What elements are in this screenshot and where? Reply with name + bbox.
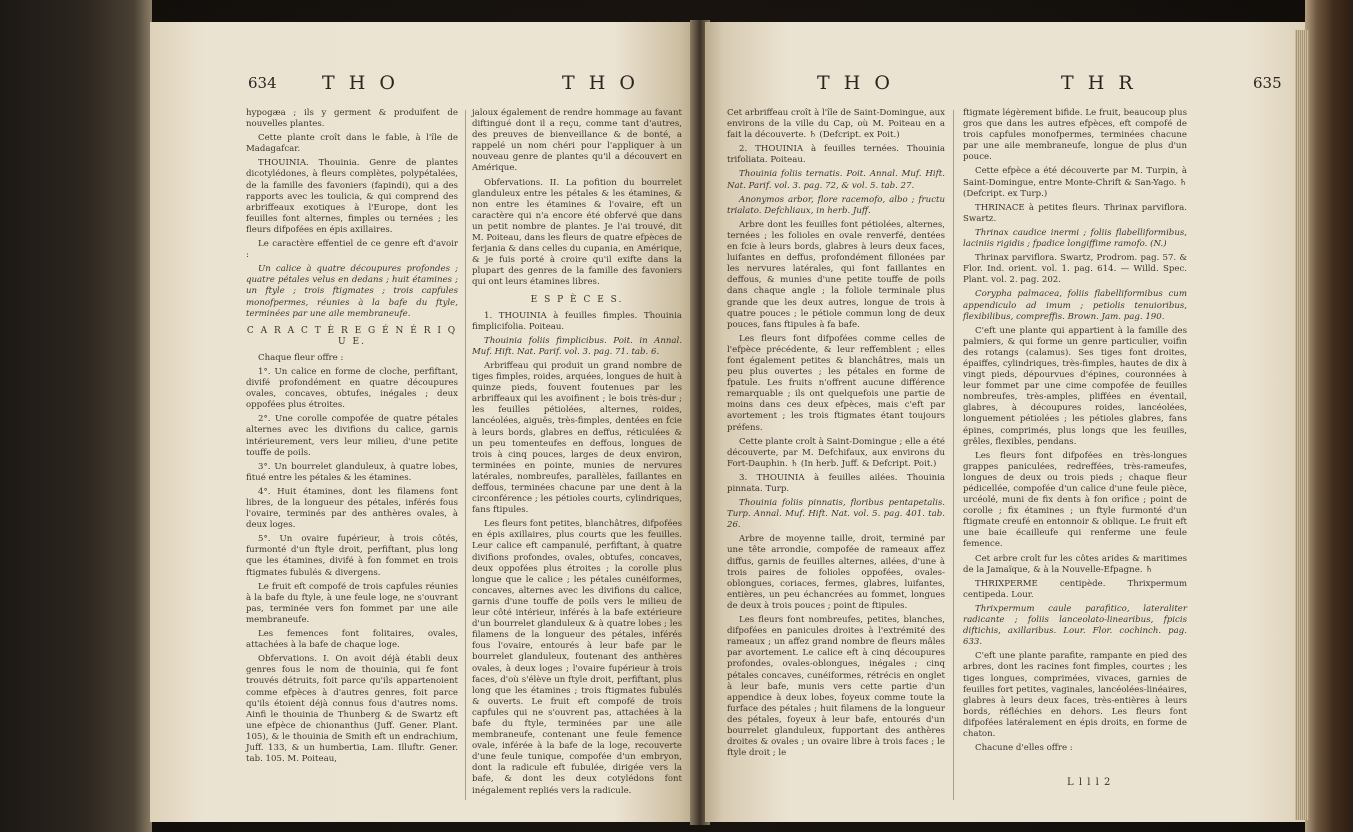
running-header-right-a: T H O <box>817 72 894 94</box>
paragraph: Les fleurs font difpofées en très-longues grappes paniculées, redreffées, très-rameufes, longues de deux ou trois pieds ; chaque fleur pédicellée, compofée d'un calice d'une feule pièce, urcéolé, muni de fix dents à fon orifice ; point de corolle ; fix étamines ; un ftyle furmonté d'un ftigmate creufé en entonnoir & oblique. Le fruit eft une baie écailleufe qui renferme une feule femence. <box>963 450 1187 550</box>
paragraph: C'eft une plante qui appartient à la famille des palmiers, & qui forme un genre particulier, voifin des rotangs (calamus). Ses tiges font droites, épaiffes, cylindriques, très-fimples, hautes de dix à vingt pieds, dépourvues d'épines, couronnées à leur fommet par une cime compofée de feuilles nombreufes, très-amples, pliffées en éventail, glabres, à découpures roides, lancéolées, longuement pétiolées ; les pétioles glabres, fans épines, comprimés, plus longs que les feuilles, grêles, flexibles, pendans. <box>963 325 1187 447</box>
paragraph: Cet arbriffeau croît à l'île de Saint-Domingue, aux environs de la ville du Cap, où M. Poiteau en a fait la découverte. ♄ (Defcript. ex Poit.) <box>727 108 945 141</box>
left-cover-edge <box>0 0 152 832</box>
left-page <box>150 22 695 822</box>
section-heading: C A R A C T È R E G É N É R I Q U E. <box>246 325 458 347</box>
paragraph: C'eft une plante parafite, rampante en pied des arbres, dont les racines font fimples, courtes ; les tiges longues, comprimées, vivaces, garnies de feuilles fort petites, vaginales, lancéolées-linéaires, glabres à leurs deux faces, très-entières à leurs bords, réfléchies en dehors. Les fleurs font difpofées latéralement en épis droits, en forme de chaton. <box>963 651 1187 739</box>
running-header-right-b: T H R <box>1061 72 1137 94</box>
running-header-left-b: T H O <box>562 72 639 94</box>
section-heading: E S P È C E S. <box>530 294 624 305</box>
paragraph: Les femences font folitaires, ovales, attachées à la bafe de chaque loge. <box>246 629 458 651</box>
paragraph: Chacune d'elles offre : <box>975 743 1073 754</box>
column-rule <box>465 110 466 800</box>
paragraph: Thrinax caudice inermi ; foliis flabelliformibus, laciniis rigidis ; fpadice longiffime ramofo. (N.) <box>963 227 1187 250</box>
right-page <box>705 22 1305 822</box>
signature-mark: L l l l 2 <box>1067 777 1112 788</box>
paragraph: Thrinax parviflora. Swartz, Prodrom. pag. 57. & Flor. Ind. orient. vol. 1. pag. 614. — Willd. Spec. Plant. vol. 2. pag. 202. <box>963 253 1187 286</box>
column-rule <box>953 110 954 800</box>
paragraph: Le fruit eft compofé de trois capfules réunies à la bafe du ftyle, à une feule loge, ne s'ouvrant pas, terminée vers fon fommet par une aile membraneufe. <box>246 581 458 625</box>
paragraph: Arbre dont les feuilles font pétiolées, alternes, ternées ; les folioles en ovale renverfé, dentées en fcie à leurs bords, glabres à leurs deux faces, luifantes en deffus, profondément fillonées par les nervures latérales, qui font faillantes en deffous, & munies d'une petite touffe de poils dans chaque angle ; la foliole terminale plus grande que les deux autres, longue de trois à quatre pouces ; le pétiole commun long de deux pouces, fans ftipules à fa bafe. <box>727 219 945 330</box>
right-page-column-1 <box>727 108 945 762</box>
paragraph: Obfervations. I. On avoit déjà établi deux genres fous le nom de thouinia, qui fe font trouvés détruits, foit parce qu'ils appartenoient comme efpèces à d'autres genres, foit parce qu'ils étoient déjà connus fous d'autres noms. Ainfi le thouinia de Thunberg & de Swartz eft une efpèce de chionanthus (Juff. Gener. Plant. 105), & le thouinia de Smith eft un endrachium, Juff. 133, & un humbertia, Lam. Illuftr. Gener. tab. 105. M. Poiteau, <box>246 654 458 765</box>
paragraph: hypogæa ; ils y germent & produifent de nouvelles plantes. <box>246 108 458 130</box>
paragraph: jaloux également de rendre hommage au favant diftingué dont il a reçu, comme tant d'autres, des preuves de bienveillance & de bonté, a rappelé un nom chéri pour l'appliquer à un nouveau genre de plantes qu'il a découvert en Amérique. <box>472 108 682 174</box>
paragraph: Thouinia foliis fimplicibus. Poit. in Annal. Muf. Hift. Nat. Parif. vol. 3. pag. 71. tab. 6. <box>472 335 682 357</box>
paragraph: THRIXPERME centipède. Thrixpermum centipeda. Lour. <box>963 578 1187 600</box>
paragraph: Les fleurs font petites, blanchâtres, difpofées en épis axillaires, plus courts que les feuilles. Leur calice eft campanulé, perfiftant, à quatre divifions profondes, ovales, obtufes, concaves, deux oppofées plus étroites ; la corolle plus longue que le calice ; les pétales cunéiformes, concaves, alternes avec les divifions du calice, garnis d'une touffe de poils vers le milieu de leur côté intérieur, inférés à la bafe extérieure d'un bourrelet glanduleux & à quatre lobes ; les filamens de la longueur des pétales, inférés fous l'ovaire, entourés à leur bafe par le bourrelet glanduleux, foutenant des anthères ovales, à deux loges ; l'ovaire fupérieur à trois faces, d'où s'élève un ftyle droit, perfiftant, plus long que les étamines ; trois ftigmates fubulés & ouverts. Le fruit eft compofé de trois capfules qui ne s'ouvrent pas, attachées à la bafe du ftyle, terminées par une aile membraneufe, contenant une feule femence ovale, inférée à la bafe de la loge, recouverte d'une feule tunique, compofée d'un embryon, dont la radicule eft fubulée, dirigée vers la bafe, & dont les deux cotylédons font inégalement repliés vers la radicule. <box>472 519 682 796</box>
page-number-left: 634 <box>248 74 277 92</box>
paragraph: 2. THOUINIA à feuilles ternées. Thouinia trifoliata. Poiteau. <box>727 144 945 166</box>
paragraph: Arbre de moyenne taille, droit, terminé par une tête arrondie, compofée de rameaux affez diffus, garnis de feuilles alternes, ailées, d'une à trois paires de folioles oppofées, ovales-oblongues, coriaces, fermes, glabres, luifantes, entières, un peu échancrées au fommet, longues de deux à trois pouces ; point de ftipules. <box>727 534 945 611</box>
right-page-column-2 <box>963 108 1187 757</box>
paragraph: 5°. Un ovaire fupérieur, à trois côtés, furmonté d'un ftyle droit, perfiftant, plus long que les étamines, divifé à fon fommet en trois ftigmates fubulés & divergens. <box>246 534 458 578</box>
left-page-column-1 <box>246 108 458 768</box>
left-page-column-2 <box>472 108 682 800</box>
paragraph: 2°. Une corolle compofée de quatre pétales alternes avec les divifions du calice, garnis intérieurement, vers leur milieu, d'une petite touffe de poils. <box>246 414 458 458</box>
paragraph: 1°. Un calice en forme de cloche, perfiftant, divifé profondément en quatre découpures ovales, concaves, obtufes, inégales ; deux oppofées plus étroites. <box>246 366 458 411</box>
paragraph: Les fleurs font difpofées comme celles de l'efpèce précédente, & leur reffemblent ; elles font également petites & blanchâtres, mais un peu plus ouvertes ; les pétales en forme de fpatule. Les fruits n'offrent aucune différence remarquable ; ils ont quelquefois une partie de moins dans ces deux efpèces, mais c'eft par avortement ; les trois ftigmates étant toujours préfens. <box>727 333 945 433</box>
page-number-right: 635 <box>1253 74 1282 92</box>
paragraph: 3. THOUINIA à feuilles ailées. Thouinia pinnata. Turp. <box>727 472 945 494</box>
paragraph: Le caractère effentiel de ce genre eft d'avoir : <box>246 239 458 261</box>
running-header-left-a: T H O <box>322 72 399 94</box>
paragraph: Obfervations. II. La pofition du bourrelet glanduleux entre les pétales & les étamines, & non entre les étamines & l'ovaire, eft un caractère qui n'a encore été obfervé que dans un petit nombre de plantes. Je l'ai trouvé, dit M. Poiteau, dans les fleurs de quatre efpèces de ferjania & dans celles du cupania, en Amérique, & je fuis porté à croire qu'il exifte dans la plupart des genres de la famille des favoniers qui ont leurs étamines libres. <box>472 177 682 288</box>
paragraph: THRINACE à petites fleurs. Thrinax parviflora. Swartz. <box>963 202 1187 224</box>
paragraph: Arbriffeau qui produit un grand nombre de tiges fimples, roides, arquées, longues de huit à quinze pieds, fouvent foutenues par les arbriffeaux qui les avoifinent ; le bois très-dur ; les feuilles pétiolées, alternes, roides, lancéolées, aiguës, très-fimples, dentées en fcie à leurs bords, glabres en deffus, réticulées & un peu tomenteufes en deffous, longues de trois à cinq pouces, larges de deux environ, terminées en pointe, munies de nervures latérales, nombreufes, parallèles, faillantes en deffous, terminées chacune par une dent à la circonférence ; les pétioles courts, cylindriques, fans ftipules. <box>472 360 682 516</box>
paragraph: Un calice à quatre découpures profondes ; quatre pétales velus en dedans ; huit étamines ; un ftyle ; trois ftigmates ; trois capfules monofpermes, réunies à la bafe du ftyle, terminées par une aile membraneufe. <box>246 264 458 319</box>
paragraph: Thouinia foliis ternatis. Poit. Annal. Muf. Hift. Nat. Parif. vol. 3. pag. 72, & vol. 5. tab. 27. <box>727 169 945 191</box>
paragraph: Les fleurs font nombreufes, petites, blanches, difpofées en panicules droites à l'extrémité des rameaux ; un affez grand nombre de fleurs mâles par avortement. Le calice eft à cinq découpures profondes, ovales-oblongues, inégales ; cinq pétales concaves, cunéiformes, rétrécis en onglet à leur bafe, munis vers cette partie d'un appendice à deux lobes, foyeux comme toute la furface des pétales ; huit filamens de la longueur des pétales, foyeux à leur bafe, entourés d'un bourrelet glanduleux, fupportant des anthères droites & ovales ; un ovaire libre à trois faces ; le ftyle droit ; le <box>727 615 945 759</box>
paragraph: Cet arbre croît fur les côtes arides & maritimes de la Jamaïque, & à la Nouvelle-Efpagne. ♄ <box>963 553 1187 575</box>
paragraph: 1. THOUINIA à feuilles fimples. Thouinia fimplicifolia. Poiteau. <box>472 310 682 332</box>
paragraph: Thouinia foliis pinnatis, floribus pentapetalis. Turp. Annal. Muf. Hift. Nat. vol. 5. pag. 401. tab. 26. <box>727 498 945 531</box>
paragraph: ftigmate légèrement bifide. Le fruit, beaucoup plus gros que dans les autres efpèces, eft compofé de trois capfules monofpermes, terminées chacune par une aile membraneufe, longue de plus d'un pouce. <box>963 108 1187 163</box>
paragraph: THOUINIA. Thouinia. Genre de plantes dicotylédones, à fleurs complètes, polypétalées, de la famille des favoniers (fapindi), qui a des rapports avec les toulicia, & qui comprend des arbriffeaux exotiques à l'Europe, dont les feuilles font alternes, fimples ou ternées ; les fleurs difpofées en épis axillaires. <box>246 158 458 235</box>
paragraph: Chaque fleur offre : <box>258 352 344 363</box>
paragraph: 3°. Un bourrelet glanduleux, à quatre lobes, fitué entre les pétales & les étamines. <box>246 461 458 483</box>
paragraph: Thrixpermum caule parafitico, lateraliter radicante ; foliis lanceolato-linearibus, fpicis diftichis, axillaribus. Lour. Flor. cochinch. pag. 633. <box>963 603 1187 648</box>
paragraph: Anonymos arbor, flore racemofo, albo ; fructu trialato. Defchliaux, in herb. Juff. <box>727 194 945 216</box>
paragraph: Cette plante croît à Saint-Domingue ; elle a été découverte, par M. Defchifaux, aux environs du Fort-Dauphin. ♄ (In herb. Juff. & Defcript. Poit.) <box>727 436 945 469</box>
page-edges <box>1295 30 1309 820</box>
paragraph: 4°. Huit étamines, dont les filamens font libres, de la longueur des pétales, inférés fous l'ovaire, terminés par des anthères ovales, à deux loges. <box>246 486 458 531</box>
paragraph: Cette efpèce a été découverte par M. Turpin, à Saint-Domingue, entre Monte-Chrift & San-Yago. ♄ (Defcript. ex Turp.) <box>963 166 1187 199</box>
paragraph: Cette plante croît dans le fable, à l'île de Madagafcar. <box>246 133 458 155</box>
paragraph: Corypha palmacea, foliis flabelliformibus cum appendiculo ad imum ; petiolis tenuioribus, flexibilibus, compreffis. Brown. Jam. pag. 190. <box>963 289 1187 322</box>
right-cover-edge <box>1305 0 1353 832</box>
